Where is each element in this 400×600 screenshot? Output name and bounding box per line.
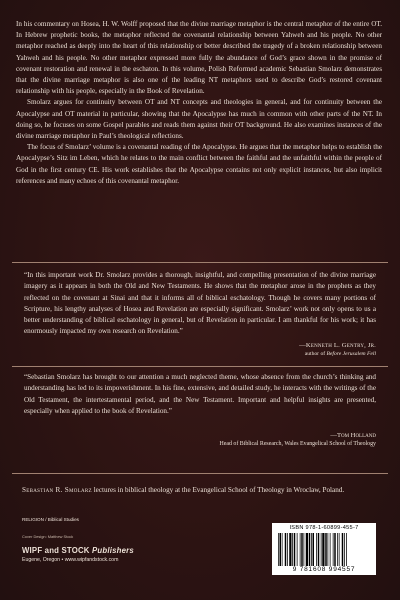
publisher-name [22,546,134,555]
divider [12,262,388,263]
endorsement-text: “In this important work Dr. Smolarz provides a thorough, insightful, and compelling presentation of the divine marriage imagery as it appears in both the Old and New Testaments. He shows that the metaphor arose in the prophets as they reflected on the covenant at Sinai and that it informs all of biblical eschatology. Though he covers many portions of Scripture, his lengthy analyses of Hosea and Revelation are especially significant. Smolarz’ work not only opens to us a better understanding of biblical eschatology in general, but of Revelation in particular. I am thankful for his work; it has enormously impacted my own research on Revelation.” [24,271,376,336]
barcode-digits: 9 781608 994557 [292,566,356,573]
endorser-name: —Kenneth L. Gentry, Jr. [299,342,376,349]
divider [12,366,388,367]
endorsement-quote [24,372,376,417]
author-bio-text: lectures in biblical theology at the Evangelical School of Theology in Wroclaw, Poland. [91,486,345,494]
publisher-name-suffix: Publishers [89,546,134,555]
endorser-name: —Tom Holland [330,432,376,439]
publisher-block [22,546,134,563]
publisher-name-main: WIPF and STOCK [22,546,90,555]
cover-design-credit: Cover Design: Matthew Stock [22,534,74,539]
divider [12,473,388,474]
author-bio [22,485,378,496]
book-description [16,19,382,187]
endorsement-attribution [299,341,376,359]
endorser-role: Head of Biblical Research, Wales Evangelical School of Theology [219,441,376,447]
endorsement-quote [24,270,376,338]
author-name: Sebastian R. Smolarz [22,486,92,494]
description-paragraph: Smolarz argues for continuity between OT and NT concepts and theologies in general, and for continuity between the Apocalypse and OT material in particular, showing that the Apocalypse has much in common with other parts of the NT. In doing so, he focuses on some Gospel parables and reads them against their OT background. He also examines instances of the divine marriage metaphor in Paul’s theological reflections. [16,98,382,141]
publisher-location: Eugene, Oregon • www.wipfandstock.com [22,557,119,563]
isbn-label: ISBN 978-1-60899-455-7 [289,524,359,531]
endorser-role-prefix: author of [304,351,327,357]
description-paragraph: In his commentary on Hosea, H. W. Wolff proposed that the divine marriage metaphor is the central metaphor of the entire OT. In Hebrew prophetic books, the metaphor reflected the covenantal relationship between Yahweh and his people. No other metaphor reached as deeply into the heart of this relationship or better described the tragedy of a broken relationship between Yahweh and his people. No other metaphor expressed more fully the abundance of God’s grace shown in the promise of covenant restoration and renewal in the eschaton. In this volume, Polish Reformed academic Sebastian Smolarz demonstrates that the divine marriage metaphor is also one of the leading NT metaphors used to describe God’s restored covenant relationship with his people, especially in the Book of Revelation. [16,20,382,96]
endorsement-text: “Sebastian Smolarz has brought to our attention a much neglected theme, whose absence from the church’s thinking and understanding has led to its impoverishment. In his fine, extensive, and detailed study, he interacts with the writings of the Old Testament, the intertestamental period, and the New Testament. Important and helpful insights are presented, especially when applied to the book of Revelation.” [24,373,376,415]
endorser-role [299,350,376,359]
barcode-bars [274,533,374,566]
endorser-book-title: Before Jerusalem Fell [326,351,376,357]
endorsement-attribution [24,431,376,449]
barcode [272,523,376,575]
category-label: RELIGION / Biblical Studies [22,517,79,522]
description-paragraph: The focus of Smolarz’ volume is a covenantal reading of the Apocalypse. He argues that the metaphor helps to establish the Apocalypse’s Sitz im Leben, which he relates to the main conflict between the faithful and the unfaithful within the people of God in the first century CE. His work establishes that the Apocalypse contains not only explicit instances, but also implicit references and many echoes of this covenantal metaphor. [16,143,382,185]
